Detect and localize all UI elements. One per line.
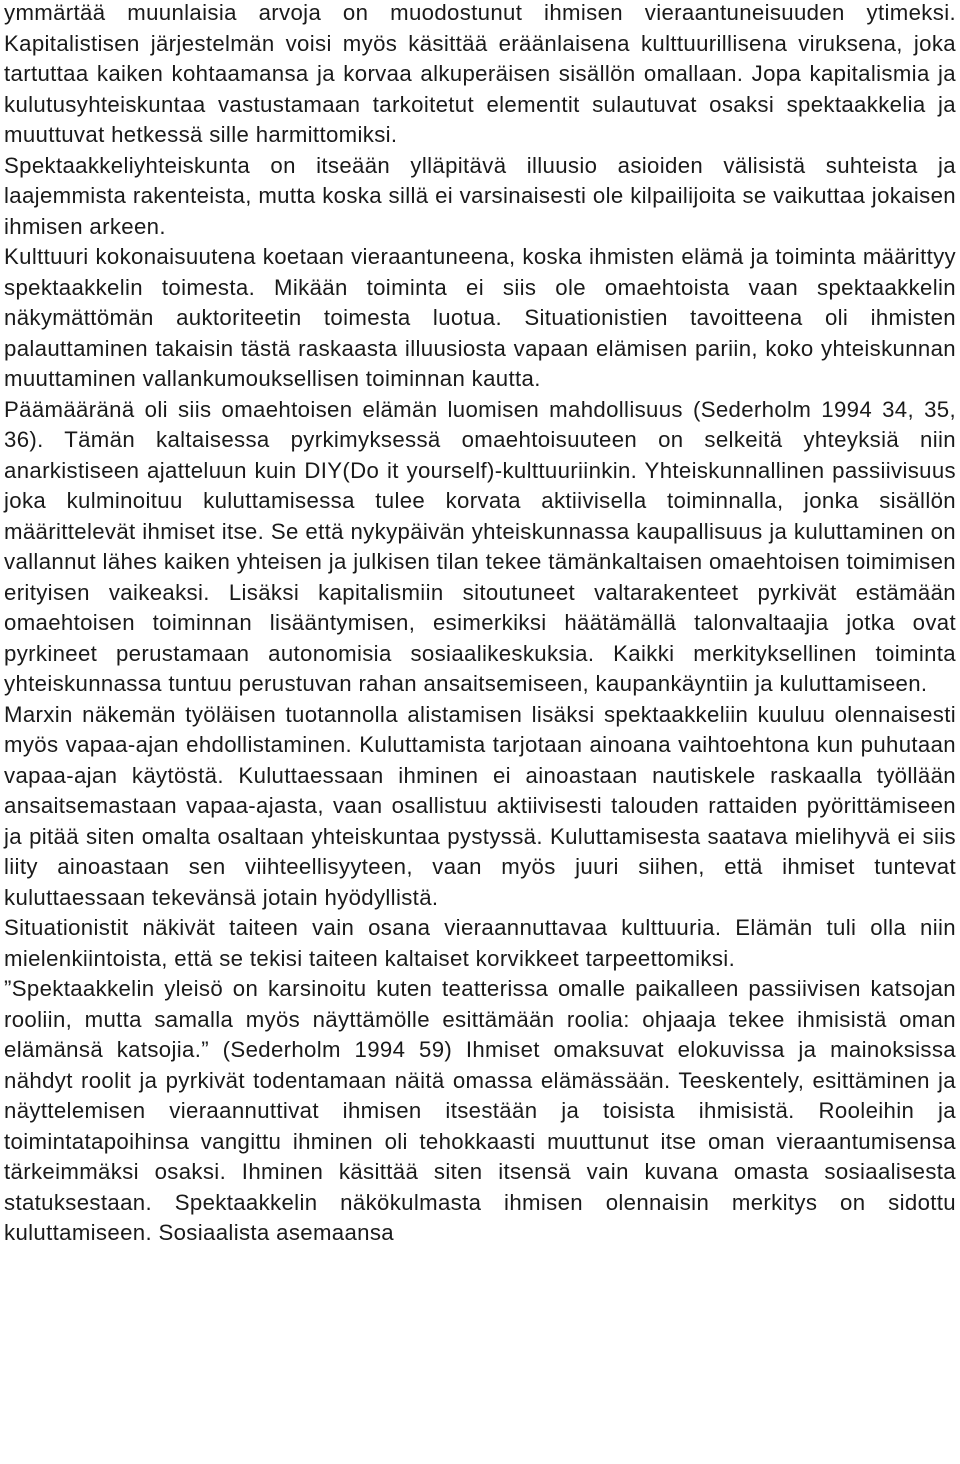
- paragraph-5: Marxin näkemän työläisen tuotannolla alistamisen lisäksi spektaakkeliin kuuluu olennaisesti myös vapaa-ajan ehdollistaminen. Kuluttamista tarjotaan ainoana vaihtoehtona kun puhutaan vapaa-ajan käytöstä. Kuluttaessaan ihminen ei ainoastaan nautiskele raskaalla työllään ansaitsemastaan vapaa-ajasta, vaan osallistuu aktiivisesti talouden rattaiden pyörittämiseen ja pitää siten omalta osaltaan yhteiskuntaa pystyssä. Kuluttamisesta saatava mielihyvä ei siis liity ainoastaan sen viihteellisyyteen, vaan myös juuri siihen, että ihmiset tuntevat kuluttaessaan tekevänsä jotain hyödyllistä.: [4, 701, 956, 910]
- paragraph-4: Päämääränä oli siis omaehtoisen elämän luomisen mahdollisuus (Sederholm 1994 34, 35, 36). Tämän kaltaisessa pyrkimyksessä omaehtoisuuteen on selkeitä yhteyksiä niin anarkistiseen ajatteluun kuin DIY(Do it yourself)-kulttuuriinkin. Yhteiskunnallinen passiivisuus joka kulminoituu kuluttamisessa tulee korvata aktiivisella toiminnalla, jonka sisällön määrittelevät ihmiset itse. Se että nykypäivän yhteiskunnassa kaupallisuus ja kuluttaminen on vallannut lähes kaiken yhteisen ja julkisen tilan tekee tämänkaltaisen omaehtoisen toimimisen erityisen vaikeaksi. Lisäksi kapitalismiin sitoutuneet valtarakenteet pyrkivät estämään omaehtoisen toiminnan lisääntymisen, esimerkiksi häätämällä talonvaltaajia jotka ovat pyrkineet perustamaan autonomisia sosiaalikeskuksia. Kaikki merkityksellinen toiminta yhteiskunnassa tuntuu perustuvan rahan ansaitsemiseen, kaupankäyntiin ja kuluttamiseen.: [4, 396, 956, 696]
- paragraph-1: ymmärtää muunlaisia arvoja on muodostunut ihmisen vieraantuneisuuden ytimeksi. Kapitalistisen järjestelmän voisi myös käsittää eräänlaisena kulttuurillisena viruksena, joka tartuttaa kaiken kohtaamansa ja korvaa alkuperäisen sisällön omallaan. Jopa kapitalismia ja kulutusyhteiskuntaa vastustamaan tarkoitetut elementit sulautuvat osaksi spektaakkelia ja muuttuvat hetkessä sille harmittomiksi.: [4, 0, 956, 147]
- paragraph-7: ”Spektaakkelin yleisö on karsinoitu kuten teatterissa omalle paikalleen passiivisen katsojan rooliin, mutta samalla myös näyttämölle esittämään roolia: ohjaaja tekee ihmisistä oman elämänsä katsojia.” (Sederholm 1994 59) Ihmiset omaksuvat elokuvissa ja mainoksissa nähdyt roolit ja pyrkivät todentamaan näitä omassa elämässään. Teeskentely, esittäminen ja näyttelemisen vieraannuttivat ihmisen itsestään ja toisista ihmisistä. Rooleihin ja toimintatapoihinsa vangittu ihminen oli tehokkaasti muuttunut itse oman vieraantumisensa tärkeimmäksi osaksi. Ihminen käsittää siten itsensä vain kuvana omasta sosiaalisesta statuksestaan. Spektaakkelin näkökulmasta ihmisen olennaisin merkitys on sidottu kuluttamiseen. Sosiaalista asemaansa: [4, 976, 956, 1245]
- paragraph-2: Spektaakkeliyhteiskunta on itseään ylläpitävä illuusio asioiden välisistä suhteista ja laajemmista rakenteista, mutta koska sillä ei varsinaisesti ole kilpailijoita se vaikuttaa jokaisen ihmisen arkeen.: [4, 152, 956, 239]
- document-page: [4, 0, 956, 1249]
- paragraph-3: Kulttuuri kokonaisuutena koetaan vieraantuneena, koska ihmisten elämä ja toiminta määrittyy spektaakkelin toimesta. Mikään toiminta ei siis ole omaehtoista vaan spektaakkelin näkymättömän auktoriteetin toimesta luotua. Situationistien tavoitteena oli ihmisten palauttaminen takaisin tästä raskaasta illuusiosta vapaan elämisen pariin, koko yhteiskunnan muuttaminen vallankumouksellisen toiminnan kautta.: [4, 244, 956, 391]
- paragraph-6: Situationistit näkivät taiteen vain osana vieraannuttavaa kulttuuria. Elämän tuli olla niin mielenkiintoista, että se tekisi taiteen kaltaiset korvikkeet tarpeettomiksi.: [4, 915, 956, 971]
